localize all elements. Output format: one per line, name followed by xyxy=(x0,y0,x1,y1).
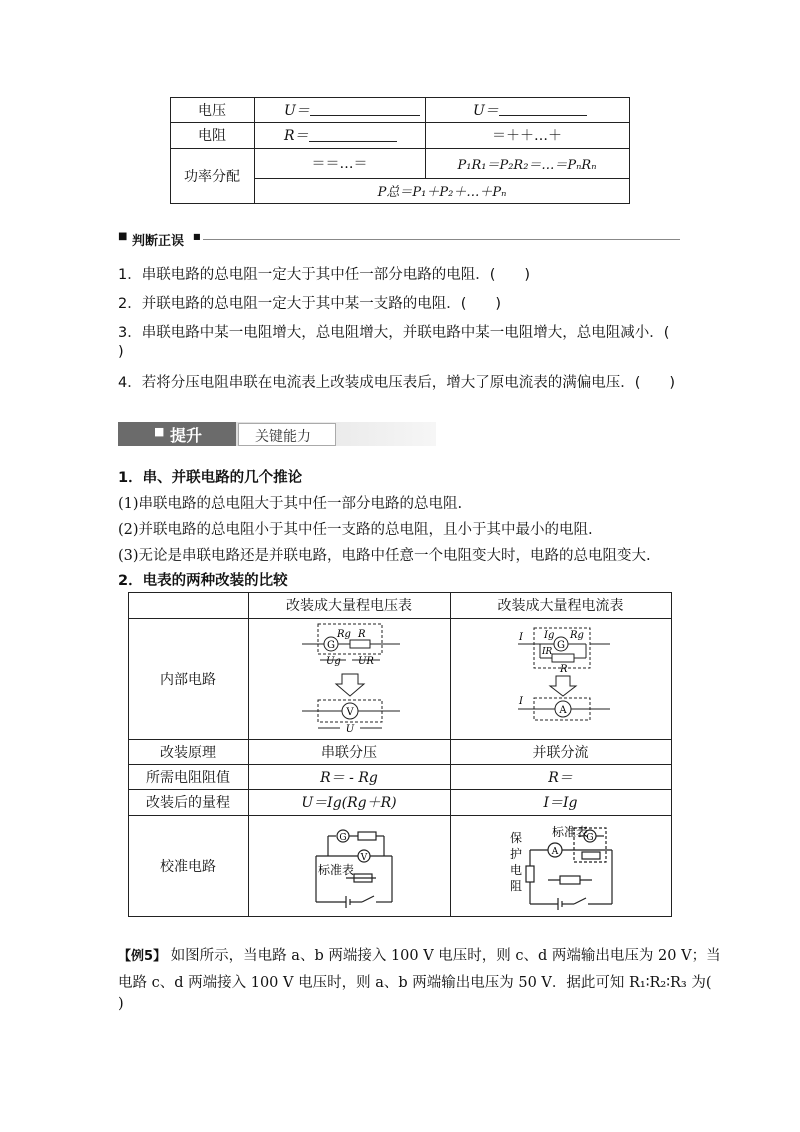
row-label-resistance-needed: 所需电阻阻值 xyxy=(146,769,230,786)
example-line-2: 电路 c、d 两端接入 100 V 电压时，则 a、b 两端输出电压为 50 V．据此可知 R₁∶R₂∶R₃ 为( xyxy=(118,975,712,991)
power-total: P总＝P₁＋P₂＋…＋Pₙ xyxy=(377,185,507,200)
section-title-box xyxy=(238,423,336,446)
judge-item-3: 3．串联电路中某一电阻增大，总电阻增大，并联电路中某一电阻增大，总电阻减小．( xyxy=(118,325,670,341)
ir-label: IR xyxy=(542,647,553,657)
example-line-3: ) xyxy=(118,996,124,1012)
ur-label: UR xyxy=(358,656,374,667)
r-label: R xyxy=(358,629,366,640)
example-line-1: 【例5】 如图所示，当电路 a、b 两端接入 100 V 电压时，则 c、d 两端输出电压为 20 V；当 xyxy=(118,948,721,964)
range-voltmeter: U＝Ig(Rg＋R) xyxy=(301,795,397,811)
i-label: I xyxy=(519,632,523,643)
protect-char-4: 阻 xyxy=(510,879,523,893)
section-square-icon: ■ xyxy=(154,425,165,438)
g-label: G xyxy=(327,640,335,651)
principle-ammeter: 并联分流 xyxy=(532,744,589,761)
row-label-power: 功率分配 xyxy=(184,168,240,185)
g-label-2: G xyxy=(557,640,565,651)
ug-label: Ug xyxy=(326,656,341,667)
col-header-voltmeter: 改装成大量程电压表 xyxy=(286,598,412,614)
judge-heading-bar xyxy=(118,233,680,247)
example-tag: 【例5】 xyxy=(118,949,167,964)
protect-char-2: 护 xyxy=(510,847,523,861)
judge-heading: 判断正误 xyxy=(132,234,185,249)
section-tag-box xyxy=(118,422,236,446)
v-label: V xyxy=(346,707,354,718)
g-label-3: G xyxy=(339,833,347,843)
voltmeter-calibration-circuit xyxy=(306,822,402,912)
row-label-voltage: 电压 xyxy=(198,102,226,119)
row-label-calibration: 校准电路 xyxy=(160,858,216,875)
judge-item-2: 2．并联电路的总电阻一定大于其中某一支路的电阻．( ) xyxy=(118,296,502,312)
resistance-series: R＝ xyxy=(254,122,455,148)
judge-item-4: 4．若将分压电阻串联在电流表上改装成电压表后，增大了原电流表的满偏电压．( ) xyxy=(118,375,676,391)
inference-heading: 1．串、并联电路的几个推论 xyxy=(118,470,303,486)
std-meter-label: 标准表 xyxy=(318,863,355,877)
inference-item-3: (3)无论是串联电路还是并联电路，电路中任意一个电阻变大时，电路的总电阻变大. xyxy=(118,548,651,564)
rg-label-2: Rg xyxy=(570,630,584,641)
voltage-series: U＝ xyxy=(254,97,455,122)
a-label-2: A xyxy=(551,847,559,857)
r-label-2: R xyxy=(560,664,568,675)
protect-char-3: 电 xyxy=(510,863,523,877)
col-header-ammeter: 改装成大量程电流表 xyxy=(497,598,624,614)
voltmeter-internal-circuit xyxy=(300,622,410,736)
u-label: U xyxy=(345,724,355,735)
power-series: ＝＝…＝ xyxy=(311,156,368,172)
power-parallel: P₁R₁＝P₂R₂＝…＝PₙRₙ xyxy=(457,157,597,173)
ig-label: Ig xyxy=(544,630,555,641)
v-label-2: V xyxy=(360,853,368,863)
square-small-icon: ■ xyxy=(193,232,201,241)
protect-char-1: 保 xyxy=(510,831,523,845)
section-tag: 提升 xyxy=(170,426,203,445)
row-label-range: 改装后的量程 xyxy=(146,795,230,811)
rg-label: Rg xyxy=(337,629,351,640)
square-bullet-icon: ■ xyxy=(118,231,128,242)
ammeter-internal-circuit xyxy=(516,624,616,724)
compare-heading: 2．电表的两种改装的比较 xyxy=(118,573,288,589)
section-title: 关键能力 xyxy=(255,429,311,445)
row-label-internal: 内部电路 xyxy=(160,671,216,688)
judge-item-3-cont: ) xyxy=(118,344,124,360)
inference-item-2: (2)并联电路的总电阻小于其中任一支路的总电阻，且小于其中最小的电阻. xyxy=(118,522,593,538)
g-label-4: G xyxy=(586,833,594,843)
ammeter-calibration-circuit xyxy=(508,822,616,914)
inference-item-1: (1)串联电路的总电阻大于其中任一部分电路的总电阻. xyxy=(118,496,463,512)
range-ammeter: I＝Ig xyxy=(543,795,578,811)
resistance-ammeter: R＝ xyxy=(548,769,573,786)
std-meter-label-2: 标准表 xyxy=(552,825,589,839)
a-label: A xyxy=(559,705,567,716)
principle-voltmeter: 串联分压 xyxy=(321,744,377,761)
voltage-parallel: U＝ xyxy=(425,97,677,122)
row-label-principle: 改装原理 xyxy=(160,744,216,761)
resistance-voltmeter: R＝ - Rg xyxy=(320,769,378,786)
row-label-resistance: 电阻 xyxy=(198,128,226,144)
resistance-parallel: ＝＋＋…＋ xyxy=(492,128,562,144)
i-label-2: I xyxy=(519,696,523,707)
judge-item-1: 1．串联电路的总电阻一定大于其中任一部分电路的电阻．( ) xyxy=(118,267,531,283)
